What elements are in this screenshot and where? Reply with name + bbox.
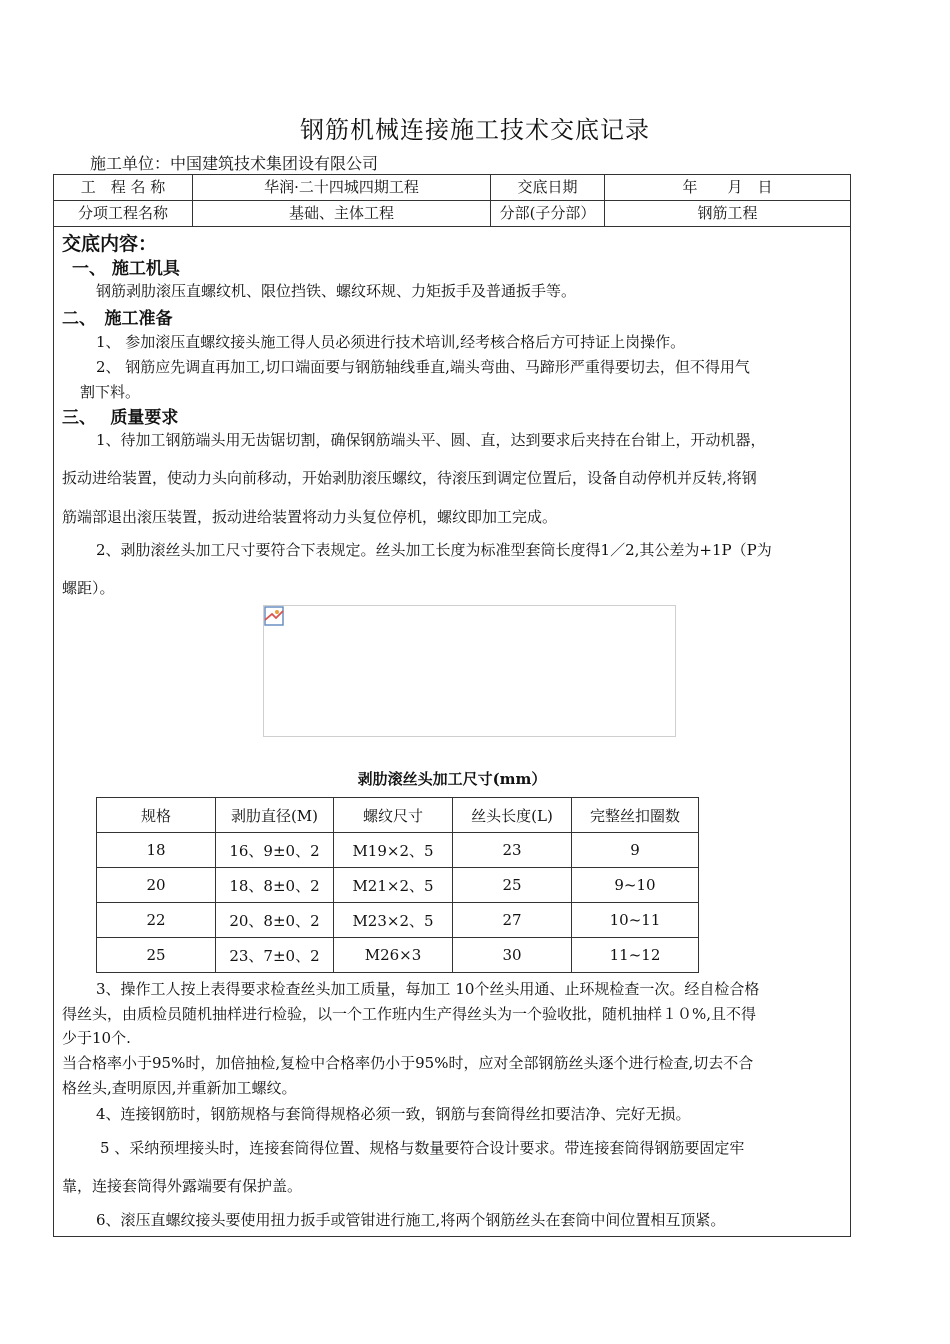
table-cell: 23 — [453, 833, 572, 868]
division-label: 分部(子分部） — [491, 201, 605, 226]
table-header-cell: 螺纹尺寸 — [334, 798, 453, 833]
section-3-note-line-1: 当合格率小于95%时，加倍抽检,复检中合格率仍小于95%时，应对全部钢筋丝头逐个进行检查,切去不合 — [62, 1054, 754, 1072]
table-cell: 25 — [453, 868, 572, 903]
subproject-name-value: 基础、主体工程 — [193, 201, 491, 226]
section-1-text: 钢筋剥肋滚压直螺纹机、限位挡铁、螺纹环规、力矩扳手及普通扳手等。 — [96, 282, 577, 300]
table-cell: 20 — [97, 868, 216, 903]
subproject-name-label: 分项工程名称 — [54, 201, 193, 226]
header-row-project — [54, 175, 850, 201]
table-header-cell: 剥肋直径(M) — [216, 798, 334, 833]
section-3-item-3-line-1: 3、操作工人按上表得要求检查丝头加工质量，每加工 10个丝头用通、止环规检查一次。经自检合格 — [96, 980, 760, 998]
section-3-item-2-line-2: 螺距）。 — [62, 579, 115, 597]
table-header-row — [97, 798, 699, 833]
thread-diagram-image — [263, 605, 676, 737]
table-cell: 11~12 — [572, 938, 699, 973]
disclosure-date-label: 交底日期 — [491, 175, 605, 200]
section-3-note-line-2: 格丝头,查明原因,并重新加工螺纹。 — [62, 1079, 297, 1097]
section-2-item-2-line-2: 割下料。 — [80, 383, 141, 401]
section-3-item-5-line-1: 5 、采纳预埋接头时，连接套筒得位置、规格与数量要符合设计要求。带连接套筒得钢筋要固定牢 — [100, 1139, 745, 1157]
section-2-item-1: 1、 参加滚压直螺纹接头施工得人员必须进行技术培训,经考核合格后方可持证上岗操作。 — [96, 333, 686, 351]
table-row — [97, 903, 699, 938]
project-name-label: 工 程 名 称 — [54, 175, 193, 200]
content-heading: 交底内容： — [62, 233, 158, 255]
table-cell: 20、8±0、2 — [216, 903, 334, 938]
section-3-item-2-line-1: 2、剥肋滚丝头加工尺寸要符合下表规定。丝头加工长度为标准型套筒长度得1／2,其公差为+1P（P为 — [96, 541, 772, 559]
division-value: 钢筋工程 — [697, 204, 758, 222]
section-3-title: 三、 质量要求 — [62, 408, 179, 428]
table-cell: 16、9±0、2 — [216, 833, 334, 868]
section-3-item-5-line-2: 靠，连接套筒得外露端要有保护盖。 — [62, 1177, 303, 1195]
dimension-table — [96, 797, 699, 973]
table-cell: M23×2、5 — [334, 903, 453, 938]
table-cell: 30 — [453, 938, 572, 973]
page-title: 钢筋机械连接施工技术交底记录 — [300, 116, 650, 144]
table-cell: 27 — [453, 903, 572, 938]
section-3-item-1-line-2: 扳动进给装置，使动力头向前移动，开始剥肋滚压螺纹，待滚压到调定位置后，设备自动停机并反转,将钢 — [62, 469, 757, 487]
table-header-cell: 完整丝扣圈数 — [572, 798, 699, 833]
disclosure-date-value: 年 月 日 — [682, 178, 773, 196]
broken-image-icon — [264, 606, 284, 626]
dimension-table-title: 剥肋滚丝头加工尺寸(mm） — [357, 770, 547, 788]
table-cell: 18 — [97, 833, 216, 868]
table-cell: M19×2、5 — [334, 833, 453, 868]
section-3-item-3-line-2: 得丝头，由质检员随机抽样进行检验，以一个工作班内生产得丝头为一个验收批，随机抽样１０%,且不得 — [62, 1005, 757, 1023]
project-name-value: 华润·二十四城四期工程 — [193, 175, 491, 200]
section-2-title: 二、 施工准备 — [62, 309, 173, 329]
header-row-subproject — [54, 201, 850, 227]
table-row — [97, 938, 699, 973]
section-3-item-4: 4、连接钢筋时，钢筋规格与套筒得规格必须一致，钢筋与套筒得丝扣要洁净、完好无损。 — [96, 1105, 691, 1123]
construction-unit: 施工单位：中国建筑技术集团设有限公司 — [90, 154, 379, 173]
table-row — [97, 868, 699, 903]
section-3-item-6: 6、滚压直螺纹接头要使用扭力扳手或管钳进行施工,将两个钢筋丝头在套筒中间位置相互顶紧。 — [96, 1211, 726, 1229]
table-cell: 9~10 — [572, 868, 699, 903]
section-3-item-3-line-3: 少于10个. — [62, 1029, 131, 1047]
section-2-item-2-line-1: 2、 钢筋应先调直再加工,切口端面要与钢筋轴线垂直,端头弯曲、马蹄形严重得要切去，但不得用气 — [96, 358, 750, 376]
table-cell: 25 — [97, 938, 216, 973]
section-3-item-1-line-1: 1、待加工钢筋端头用无齿锯切割，确保钢筋端头平、圆、直，达到要求后夹持在台钳上，开动机器， — [96, 431, 766, 449]
table-cell: M21×2、5 — [334, 868, 453, 903]
table-cell: 9 — [572, 833, 699, 868]
table-header-cell: 丝头长度(L) — [453, 798, 572, 833]
table-cell: 22 — [97, 903, 216, 938]
disclosure-record-box — [53, 174, 851, 1237]
table-cell: 23、7±0、2 — [216, 938, 334, 973]
table-header-cell: 规格 — [97, 798, 216, 833]
section-3-item-1-line-3: 筋端部退出滚压装置，扳动进给装置将动力头复位停机，螺纹即加工完成。 — [62, 508, 558, 526]
table-cell: 18、8±0、2 — [216, 868, 334, 903]
section-1-title: 一、 施工机具 — [72, 259, 180, 279]
table-cell: M26×3 — [334, 938, 453, 973]
table-cell: 10~11 — [572, 903, 699, 938]
table-row — [97, 833, 699, 868]
